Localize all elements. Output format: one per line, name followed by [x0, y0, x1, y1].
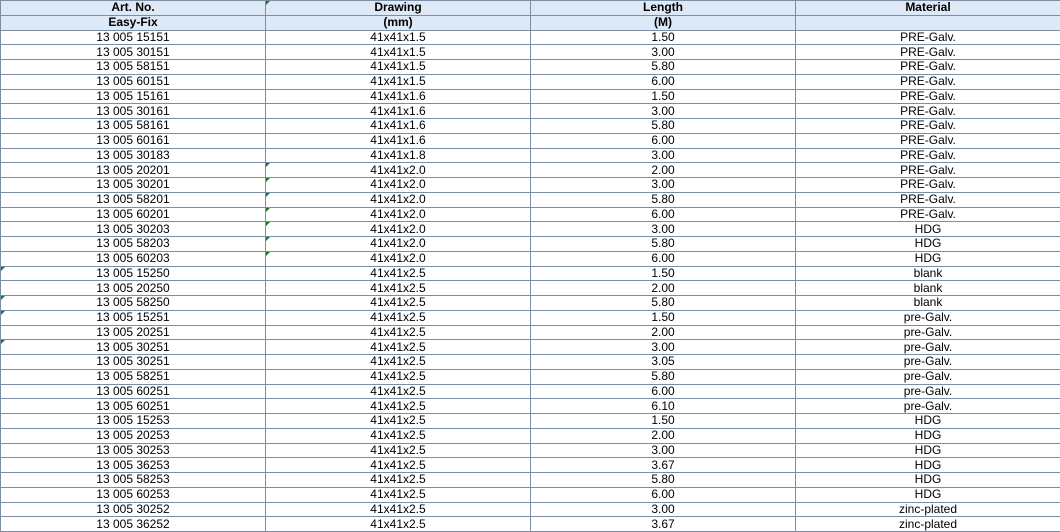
- material-cell: HDG: [796, 237, 1060, 252]
- table-row: [1, 74, 1060, 89]
- art-no-cell: 13 005 58203: [1, 237, 266, 252]
- art-no-cell: 13 005 60253: [1, 487, 266, 502]
- art-no-cell: 13 005 36253: [1, 458, 266, 473]
- header-art-no: Art. No.: [1, 1, 266, 16]
- table-row: [1, 222, 1060, 237]
- art-no-cell: 13 005 58253: [1, 473, 266, 488]
- header-row: [1, 1, 1060, 16]
- length-cell: 6.00: [531, 133, 796, 148]
- art-no-cell: 13 005 60203: [1, 251, 266, 266]
- drawing-cell: 41x41x2.0: [266, 178, 531, 193]
- length-cell: 6.00: [531, 207, 796, 222]
- drawing-cell: 41x41x2.5: [266, 458, 531, 473]
- header-material: Material: [796, 1, 1060, 16]
- drawing-cell: 41x41x1.5: [266, 30, 531, 45]
- material-cell: PRE-Galv.: [796, 60, 1060, 75]
- table-row: [1, 178, 1060, 193]
- length-cell: 6.00: [531, 384, 796, 399]
- art-no-cell: 13 005 30183: [1, 148, 266, 163]
- drawing-cell: 41x41x2.5: [266, 517, 531, 532]
- material-cell: PRE-Galv.: [796, 30, 1060, 45]
- length-cell: 6.10: [531, 399, 796, 414]
- art-no-cell: 13 005 20251: [1, 325, 266, 340]
- material-cell: pre-Galv.: [796, 310, 1060, 325]
- material-cell: blank: [796, 266, 1060, 281]
- material-cell: PRE-Galv.: [796, 74, 1060, 89]
- length-cell: 5.80: [531, 369, 796, 384]
- table-row: [1, 163, 1060, 178]
- drawing-cell: 41x41x1.6: [266, 104, 531, 119]
- table-row: [1, 355, 1060, 370]
- material-cell: HDG: [796, 428, 1060, 443]
- table-row: [1, 369, 1060, 384]
- subheader-easy-fix: Easy-Fix: [1, 15, 266, 30]
- art-no-cell: 13 005 30161: [1, 104, 266, 119]
- table-row: [1, 133, 1060, 148]
- length-cell: 3.00: [531, 45, 796, 60]
- drawing-cell: 41x41x1.8: [266, 148, 531, 163]
- drawing-cell: 41x41x1.6: [266, 133, 531, 148]
- drawing-cell: 41x41x2.5: [266, 355, 531, 370]
- material-cell: PRE-Galv.: [796, 148, 1060, 163]
- art-no-cell: 13 005 30201: [1, 178, 266, 193]
- header-length: Length: [531, 1, 796, 16]
- art-no-cell: 13 005 15151: [1, 30, 266, 45]
- art-no-cell: 13 005 58250: [1, 296, 266, 311]
- subheader-length-unit: (M): [531, 15, 796, 30]
- material-cell: PRE-Galv.: [796, 104, 1060, 119]
- header-drawing: Drawing: [266, 1, 531, 16]
- table-row: [1, 384, 1060, 399]
- table-row: [1, 30, 1060, 45]
- table-row: [1, 281, 1060, 296]
- art-no-cell: 13 005 30253: [1, 443, 266, 458]
- table-row: [1, 502, 1060, 517]
- art-no-cell: 13 005 58161: [1, 119, 266, 134]
- art-no-cell: 13 005 30151: [1, 45, 266, 60]
- drawing-cell: 41x41x2.5: [266, 487, 531, 502]
- drawing-cell: 41x41x2.5: [266, 325, 531, 340]
- table-row: [1, 325, 1060, 340]
- art-no-cell: 13 005 30251: [1, 355, 266, 370]
- length-cell: 1.50: [531, 89, 796, 104]
- drawing-cell: 41x41x1.6: [266, 89, 531, 104]
- material-cell: pre-Galv.: [796, 355, 1060, 370]
- length-cell: 3.00: [531, 502, 796, 517]
- table-row: [1, 119, 1060, 134]
- drawing-cell: 41x41x2.0: [266, 222, 531, 237]
- table-row: [1, 89, 1060, 104]
- drawing-cell: 41x41x2.5: [266, 340, 531, 355]
- material-cell: PRE-Galv.: [796, 119, 1060, 134]
- length-cell: 3.05: [531, 355, 796, 370]
- drawing-cell: 41x41x2.5: [266, 266, 531, 281]
- drawing-cell: 41x41x2.5: [266, 369, 531, 384]
- drawing-cell: 41x41x1.5: [266, 74, 531, 89]
- length-cell: 6.00: [531, 251, 796, 266]
- spec-table-body: [1, 1, 1060, 532]
- drawing-cell: 41x41x2.5: [266, 414, 531, 429]
- length-cell: 5.80: [531, 296, 796, 311]
- drawing-cell: 41x41x2.5: [266, 296, 531, 311]
- table-row: [1, 487, 1060, 502]
- subheader-material-empty: [796, 15, 1060, 30]
- table-row: [1, 251, 1060, 266]
- material-cell: pre-Galv.: [796, 325, 1060, 340]
- length-cell: 5.80: [531, 119, 796, 134]
- art-no-cell: 13 005 15253: [1, 414, 266, 429]
- art-no-cell: 13 005 15161: [1, 89, 266, 104]
- length-cell: 2.00: [531, 163, 796, 178]
- material-cell: HDG: [796, 414, 1060, 429]
- drawing-cell: 41x41x2.5: [266, 443, 531, 458]
- length-cell: 2.00: [531, 281, 796, 296]
- material-cell: blank: [796, 296, 1060, 311]
- table-row: [1, 104, 1060, 119]
- art-no-cell: 13 005 60151: [1, 74, 266, 89]
- material-cell: PRE-Galv.: [796, 89, 1060, 104]
- length-cell: 5.80: [531, 237, 796, 252]
- drawing-cell: 41x41x1.6: [266, 119, 531, 134]
- art-no-cell: 13 005 58251: [1, 369, 266, 384]
- art-no-cell: 13 005 20250: [1, 281, 266, 296]
- drawing-cell: 41x41x2.0: [266, 163, 531, 178]
- length-cell: 1.50: [531, 414, 796, 429]
- art-no-cell: 13 005 20201: [1, 163, 266, 178]
- length-cell: 3.00: [531, 443, 796, 458]
- table-row: [1, 310, 1060, 325]
- material-cell: zinc-plated: [796, 517, 1060, 532]
- length-cell: 5.80: [531, 192, 796, 207]
- drawing-cell: 41x41x2.5: [266, 281, 531, 296]
- drawing-cell: 41x41x1.5: [266, 45, 531, 60]
- material-cell: pre-Galv.: [796, 340, 1060, 355]
- table-row: [1, 207, 1060, 222]
- length-cell: 5.80: [531, 473, 796, 488]
- length-cell: 3.00: [531, 104, 796, 119]
- material-cell: PRE-Galv.: [796, 45, 1060, 60]
- table-row: [1, 60, 1060, 75]
- length-cell: 3.00: [531, 222, 796, 237]
- table-row: [1, 443, 1060, 458]
- subheader-drawing-unit: (mm): [266, 15, 531, 30]
- length-cell: 1.50: [531, 266, 796, 281]
- art-no-cell: 13 005 60161: [1, 133, 266, 148]
- art-no-cell: 13 005 15251: [1, 310, 266, 325]
- table-row: [1, 296, 1060, 311]
- table-row: [1, 414, 1060, 429]
- material-cell: PRE-Galv.: [796, 192, 1060, 207]
- art-no-cell: 13 005 58151: [1, 60, 266, 75]
- length-cell: 3.67: [531, 517, 796, 532]
- art-no-cell: 13 005 30203: [1, 222, 266, 237]
- drawing-cell: 41x41x2.5: [266, 399, 531, 414]
- length-cell: 2.00: [531, 325, 796, 340]
- table-row: [1, 458, 1060, 473]
- art-no-cell: 13 005 30251: [1, 340, 266, 355]
- material-cell: HDG: [796, 251, 1060, 266]
- table-row: [1, 266, 1060, 281]
- table-row: [1, 45, 1060, 60]
- drawing-cell: 41x41x2.5: [266, 428, 531, 443]
- drawing-cell: 41x41x1.5: [266, 60, 531, 75]
- material-cell: HDG: [796, 473, 1060, 488]
- material-cell: PRE-Galv.: [796, 207, 1060, 222]
- art-no-cell: 13 005 36252: [1, 517, 266, 532]
- material-cell: HDG: [796, 487, 1060, 502]
- table-row: [1, 517, 1060, 532]
- length-cell: 6.00: [531, 74, 796, 89]
- material-cell: PRE-Galv.: [796, 163, 1060, 178]
- art-no-cell: 13 005 60251: [1, 399, 266, 414]
- material-cell: pre-Galv.: [796, 384, 1060, 399]
- length-cell: 3.00: [531, 340, 796, 355]
- material-cell: PRE-Galv.: [796, 133, 1060, 148]
- material-cell: HDG: [796, 443, 1060, 458]
- drawing-cell: 41x41x2.0: [266, 192, 531, 207]
- art-no-cell: 13 005 30252: [1, 502, 266, 517]
- table-row: [1, 237, 1060, 252]
- table-row: [1, 148, 1060, 163]
- drawing-cell: 41x41x2.5: [266, 502, 531, 517]
- length-cell: 6.00: [531, 487, 796, 502]
- length-cell: 1.50: [531, 30, 796, 45]
- subheader-row: [1, 15, 1060, 30]
- drawing-cell: 41x41x2.5: [266, 473, 531, 488]
- art-no-cell: 13 005 58201: [1, 192, 266, 207]
- drawing-cell: 41x41x2.0: [266, 207, 531, 222]
- material-cell: PRE-Galv.: [796, 178, 1060, 193]
- material-cell: HDG: [796, 458, 1060, 473]
- art-no-cell: 13 005 60251: [1, 384, 266, 399]
- drawing-cell: 41x41x2.0: [266, 237, 531, 252]
- material-cell: HDG: [796, 222, 1060, 237]
- drawing-cell: 41x41x2.0: [266, 251, 531, 266]
- drawing-cell: 41x41x2.5: [266, 384, 531, 399]
- table-row: [1, 473, 1060, 488]
- table-row: [1, 340, 1060, 355]
- drawing-cell: 41x41x2.5: [266, 310, 531, 325]
- material-cell: blank: [796, 281, 1060, 296]
- material-cell: zinc-plated: [796, 502, 1060, 517]
- table-row: [1, 428, 1060, 443]
- length-cell: 1.50: [531, 310, 796, 325]
- length-cell: 3.00: [531, 178, 796, 193]
- art-no-cell: 13 005 60201: [1, 207, 266, 222]
- art-no-cell: 13 005 15250: [1, 266, 266, 281]
- length-cell: 3.00: [531, 148, 796, 163]
- length-cell: 5.80: [531, 60, 796, 75]
- table-row: [1, 192, 1060, 207]
- length-cell: 2.00: [531, 428, 796, 443]
- table-row: [1, 399, 1060, 414]
- length-cell: 3.67: [531, 458, 796, 473]
- art-no-cell: 13 005 20253: [1, 428, 266, 443]
- material-cell: pre-Galv.: [796, 369, 1060, 384]
- material-cell: pre-Galv.: [796, 399, 1060, 414]
